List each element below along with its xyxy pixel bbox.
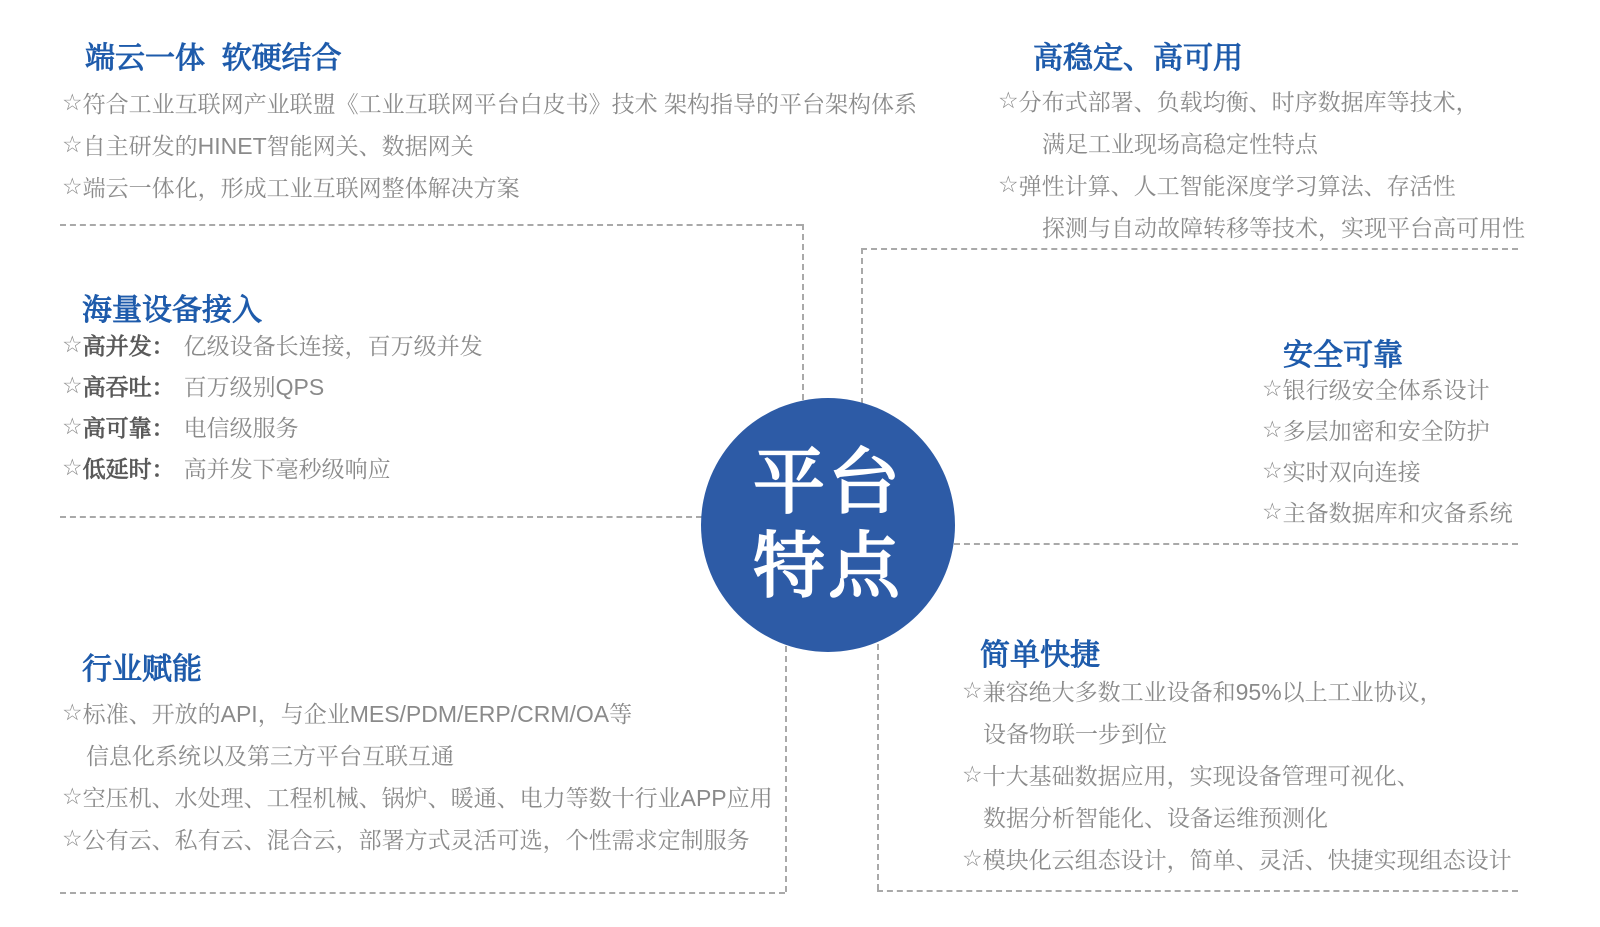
feature-item	[62, 123, 917, 165]
feature-text: 分布式部署、负载均衡、时序数据库等技术，	[1018, 88, 1479, 115]
star-icon: ☆	[62, 130, 83, 157]
feature-item	[1262, 450, 1513, 491]
dashed-divider-bottom-right	[877, 890, 1518, 892]
star-icon: ☆	[62, 454, 83, 480]
star-icon: ☆	[62, 698, 83, 725]
star-icon: ☆	[62, 172, 83, 199]
badge-text-line2: 特点	[752, 527, 903, 607]
section-title-industry: 行业赋能	[82, 653, 202, 686]
feature-text: 高并发下毫秒级响应	[183, 456, 391, 482]
feature-item	[62, 691, 773, 733]
feature-text: 信息化系统以及第三方平台互联互通	[86, 742, 454, 769]
star-icon: ☆	[962, 760, 983, 787]
feature-label: 高吞吐：	[82, 374, 175, 400]
feature-item	[62, 165, 917, 207]
star-icon: ☆	[62, 413, 83, 439]
feature-text: 银行级安全体系设计	[1282, 377, 1490, 403]
dashed-divider-top-right	[861, 248, 1518, 250]
feature-item	[62, 365, 483, 406]
dashed-divider-bottom-left-vertical	[785, 646, 787, 892]
feature-text: 满足工业现场高稳定性特点	[1042, 130, 1318, 157]
star-icon: ☆	[1262, 498, 1283, 524]
dashed-divider-bottom-right-vertical	[877, 644, 879, 890]
feature-label: 高并发：	[82, 333, 175, 359]
section-items-high-stability	[998, 79, 1525, 247]
star-icon: ☆	[62, 782, 83, 809]
feature-item	[998, 79, 1525, 121]
feature-item	[1262, 491, 1513, 532]
feature-item	[962, 753, 1512, 795]
section-title-secure: 安全可靠	[1283, 339, 1403, 372]
feature-text: 电信级服务	[183, 415, 299, 441]
feature-item-wrap	[962, 795, 1512, 837]
feature-label: 高可靠：	[82, 415, 175, 441]
feature-item	[1262, 368, 1513, 409]
feature-text: 模块化云组态设计，简单、灵活、快捷实现组态设计	[982, 846, 1512, 873]
star-icon: ☆	[962, 844, 983, 871]
feature-text: 弹性计算、人工智能深度学习算法、存活性	[1018, 172, 1456, 199]
dashed-divider-mid-left	[60, 516, 702, 518]
feature-item	[62, 324, 483, 365]
feature-item	[62, 406, 483, 447]
feature-text: 公有云、私有云、混合云，部署方式灵活可选，个性需求定制服务	[82, 826, 750, 853]
section-title-simple-fast: 简单快捷	[980, 639, 1100, 672]
feature-item	[62, 447, 483, 488]
feature-item-wrap	[62, 733, 773, 775]
dashed-divider-bottom-left	[60, 892, 785, 894]
dashed-divider-top-left	[60, 224, 802, 226]
dashed-divider-top-left-vertical	[802, 224, 804, 400]
feature-text: 探测与自动故障转移等技术，实现平台高可用性	[1042, 214, 1525, 241]
star-icon: ☆	[998, 86, 1019, 113]
star-icon: ☆	[1262, 416, 1283, 442]
star-icon: ☆	[998, 170, 1019, 197]
star-icon: ☆	[1262, 375, 1283, 401]
feature-item	[1262, 409, 1513, 450]
feature-text: 空压机、水处理、工程机械、锅炉、暖通、电力等数十行业APP应用	[82, 784, 773, 811]
dashed-divider-top-right-vertical	[861, 248, 863, 404]
feature-text: 百万级别QPS	[183, 374, 325, 400]
feature-item-wrap	[962, 711, 1512, 753]
feature-text: 数据分析智能化、设备运维预测化	[983, 804, 1328, 831]
section-title-high-stability: 高稳定、高可用	[1033, 42, 1243, 75]
star-icon: ☆	[62, 824, 83, 851]
feature-text: 自主研发的HINET智能网关、数据网关	[82, 132, 474, 159]
star-icon: ☆	[962, 676, 983, 703]
star-icon: ☆	[62, 331, 83, 357]
badge-text-line1: 平台	[752, 443, 903, 523]
feature-text: 实时双向连接	[1282, 459, 1421, 485]
star-icon: ☆	[62, 372, 83, 398]
feature-item	[62, 81, 917, 123]
feature-text: 端云一体化，形成工业互联网整体解决方案	[82, 174, 520, 201]
feature-text: 多层加密和安全防护	[1282, 418, 1490, 444]
feature-item	[998, 163, 1525, 205]
feature-text: 符合工业互联网产业联盟《工业互联网平台白皮书》技术 架构指导的平台架构体系	[82, 90, 918, 117]
feature-item	[62, 817, 773, 859]
section-items-cloud-edge	[62, 81, 917, 207]
feature-item-wrap	[998, 205, 1525, 247]
feature-label: 低延时：	[82, 456, 175, 482]
star-icon: ☆	[62, 88, 83, 115]
feature-text: 标准、开放的API，与企业MES/PDM/ERP/CRM/OA等	[82, 700, 633, 727]
section-title-massive-access: 海量设备接入	[82, 294, 262, 327]
section-title-cloud-edge: 端云一体 软硬结合	[85, 42, 342, 75]
feature-item	[62, 775, 773, 817]
feature-text: 亿级设备长连接，百万级并发	[183, 333, 483, 359]
star-icon: ☆	[1262, 457, 1283, 483]
section-items-massive-access	[62, 324, 483, 488]
section-items-simple-fast	[962, 669, 1512, 879]
feature-item	[962, 837, 1512, 879]
feature-text: 设备物联一步到位	[983, 720, 1167, 747]
platform-features-badge	[701, 398, 955, 652]
section-items-industry	[62, 691, 773, 859]
feature-item-wrap	[998, 121, 1525, 163]
feature-text: 兼容绝大多数工业设备和95%以上工业协议，	[982, 678, 1443, 705]
dashed-divider-mid-right	[954, 543, 1518, 545]
feature-text: 十大基础数据应用，实现设备管理可视化、	[982, 762, 1420, 789]
feature-item	[962, 669, 1512, 711]
feature-text: 主备数据库和灾备系统	[1282, 500, 1513, 526]
section-items-secure	[1262, 368, 1513, 532]
